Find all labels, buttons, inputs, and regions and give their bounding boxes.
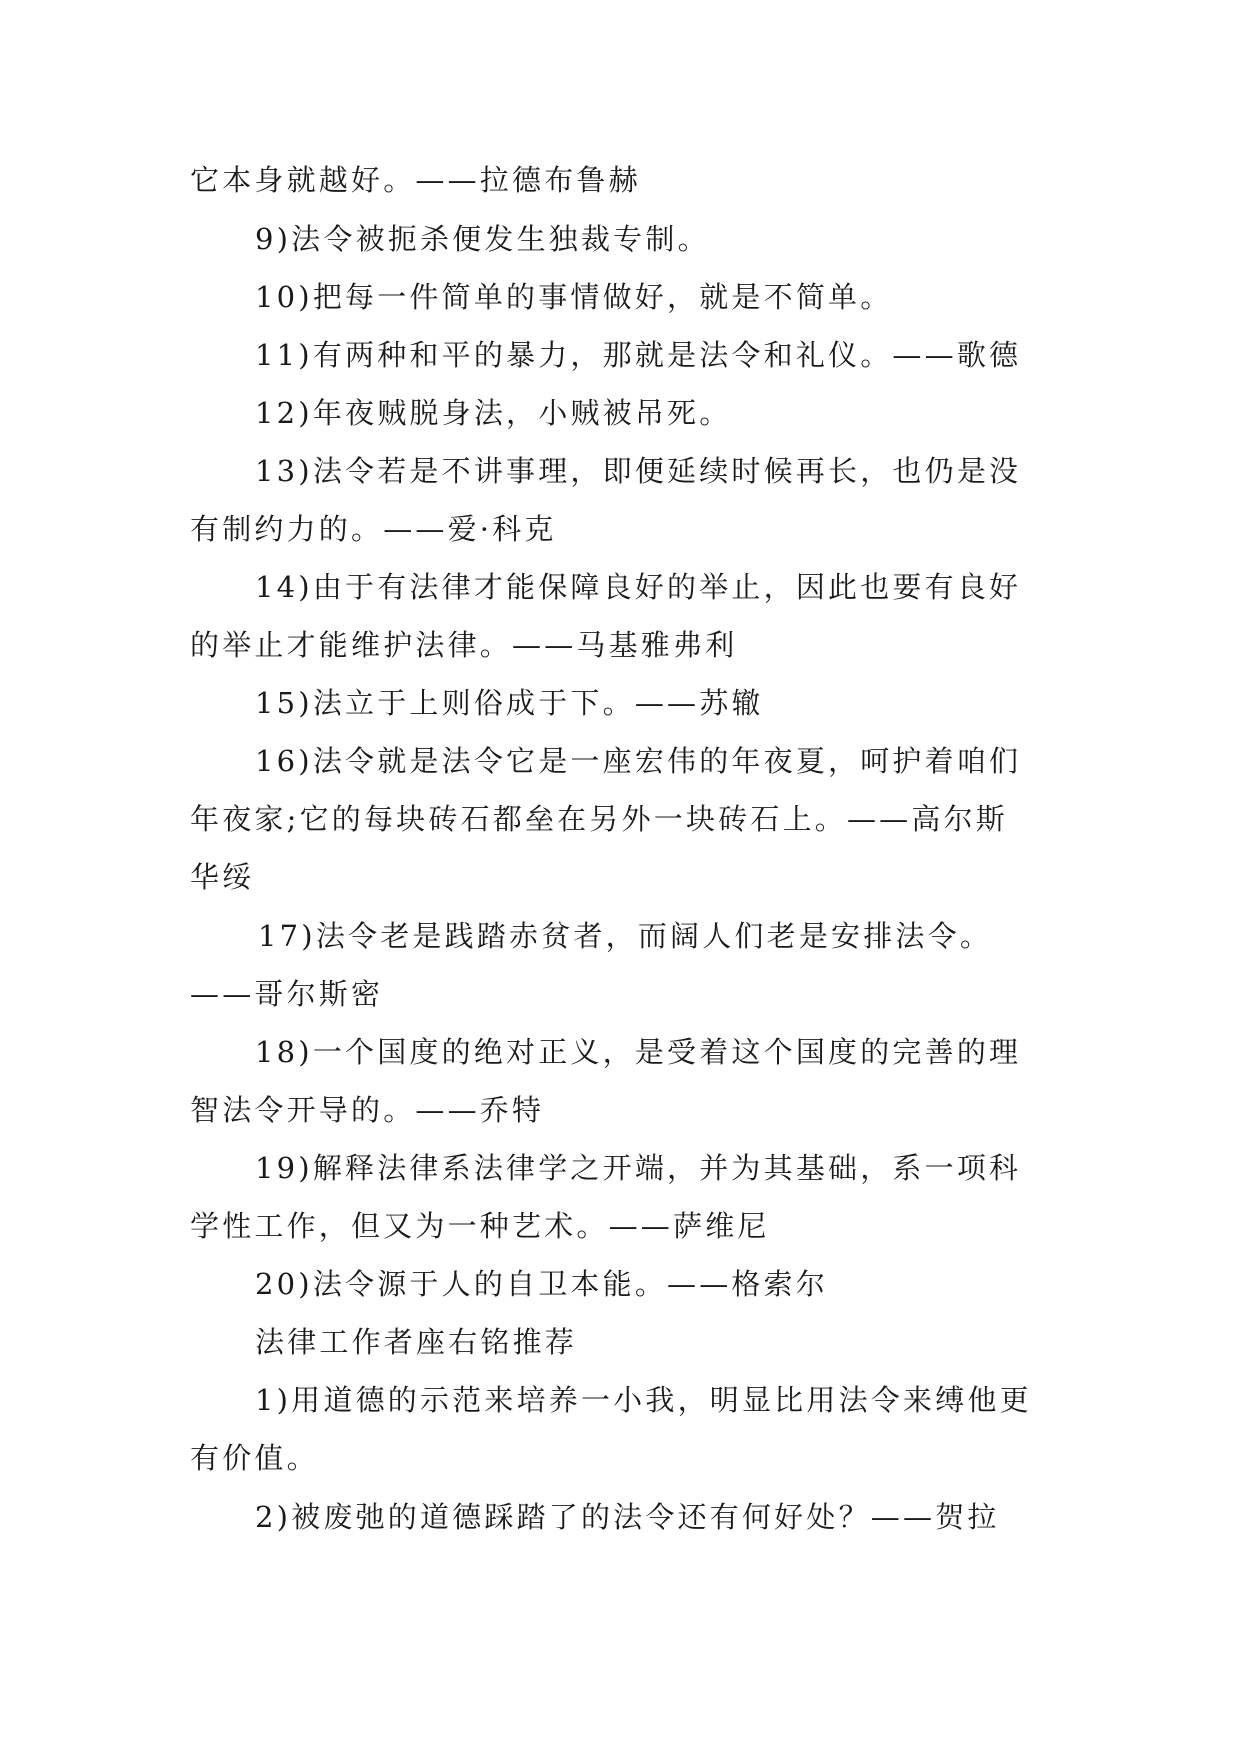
text-line-24: 2)被废弛的道德踩踏了的法令还有何好处？——贺拉 [255, 1500, 1000, 1534]
text-line-12: 年夜家;它的每块砖石都垒在另外一块砖石上。——高尔斯 [190, 802, 1008, 836]
text-line-16: 18)一个国度的绝对正义，是受着这个国度的完善的理 [255, 1035, 1022, 1069]
text-line-7: 有制约力的。——爱·科克 [190, 512, 557, 546]
text-line-15: ——哥尔斯密 [190, 977, 384, 1011]
text-line-18: 19)解释法律系法律学之开端，并为其基础，系一项科 [255, 1151, 1022, 1185]
text-line-9: 的举止才能维护法律。——马基雅弗利 [190, 628, 738, 662]
text-line-22: 1)用道德的示范来培养一小我，明显比用法令来缚他更 [255, 1383, 1032, 1417]
text-line-17: 智法令开导的。——乔特 [190, 1093, 545, 1127]
text-line-8: 14)由于有法律才能保障良好的举止，因此也要有良好 [255, 570, 1022, 604]
text-line-1: 它本身就越好。——拉德布鲁赫 [190, 163, 641, 197]
text-line-2: 9)法令被扼杀便发生独裁专制。 [255, 222, 710, 256]
text-line-19: 学性工作，但又为一种艺术。——萨维尼 [190, 1209, 770, 1243]
text-line-14: 17)法令老是践踏赤贫者，而阔人们老是安排法令。 [258, 919, 993, 953]
text-line-11: 16)法令就是法令它是一座宏伟的年夜夏，呵护着咱们 [255, 744, 1022, 778]
text-line-4: 11)有两种和平的暴力，那就是法令和礼仪。——歌德 [255, 338, 1022, 372]
text-line-5: 12)年夜贼脱身法，小贼被吊死。 [255, 396, 732, 430]
text-line-13: 华绥 [190, 860, 255, 894]
text-line-10: 15)法立于上则俗成于下。——苏辙 [255, 686, 764, 720]
text-line-20: 20)法令源于人的自卫本能。——格索尔 [255, 1267, 829, 1301]
section-heading: 法律工作者座右铭推荐 [255, 1325, 578, 1359]
text-line-3: 10)把每一件简单的事情做好，就是不简单。 [255, 280, 893, 314]
text-line-6: 13)法令若是不讲事理，即便延续时候再长，也仍是没 [255, 454, 1022, 488]
text-line-23: 有价值。 [190, 1441, 319, 1475]
